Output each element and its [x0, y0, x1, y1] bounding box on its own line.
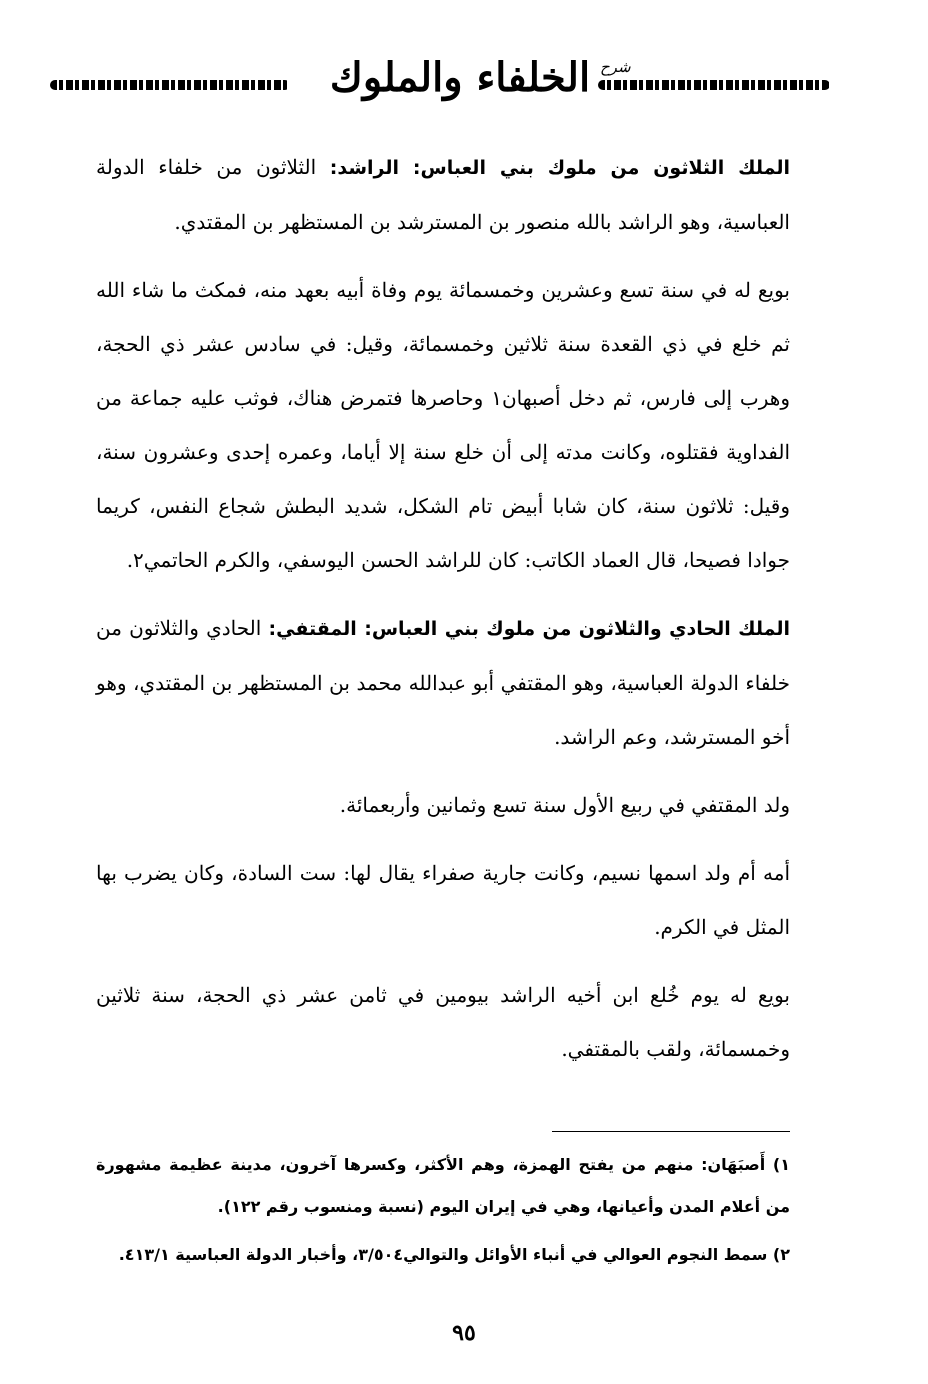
- footnote-2: ٢) سمط النجوم العوالي في أنباء الأوائل والتوالي٣/٥٠٤، وأخبار الدولة العباسية ٤١٣/١.: [118, 1245, 790, 1264]
- paragraph-heading: الملك الثلاثون من ملوك بني العباس: الراشد:: [329, 157, 791, 179]
- footnote-divider: [552, 1131, 790, 1132]
- footnotes: [96, 1144, 790, 1282]
- header-title: الخلفاء والملوك: [329, 54, 591, 101]
- header-ornament-right: [598, 80, 830, 90]
- paragraph-muqtafi-intro: [96, 601, 790, 764]
- paragraph-muqtafi-mother: [96, 846, 790, 954]
- paragraph-text: الثلاثون من خلفاء الدولة العباسية، وهو الراشد بالله منصور بن المسترشد بن المستظهر بن المقتدي.: [96, 155, 790, 234]
- paragraph-muqtafi-allegiance: [96, 968, 790, 1076]
- header-subtitle: شرح: [600, 58, 631, 76]
- paragraph-text: أمه أم ولد اسمها نسيم، وكانت جارية صفراء يقال لها: ست السادة، وكان يضرب بها المثل في الكرم.: [96, 861, 790, 939]
- paragraph-text: بويع له في سنة تسع وعشرين وخمسمائة يوم وفاة أبيه بعهد منه، فمكث ما شاء الله ثم خلع في ذي القعدة سنة ثلاثين وخمسمائة، وقيل: في سادس عشر ذي الحجة، وهرب إلى فارس، ثم دخل أصبهان١ وحاصرها فتمرض هناك، فوثب عليه جماعة من الفداوية فقتلوه، وكانت مدته إلى أن خلع سنة إلا أياما، وعمره إحدى وعشرون سنة، وقيل: ثلاثون سنة، كان شابا أبيض تام الشكل، شديد البطش شجاع النفس، كريما جوادا فصيحا، قال العماد الكاتب: كان للراشد الحسن اليوسفي، والكرم الحاتمي٢.: [96, 278, 791, 572]
- paragraph-text: الحادي والثلاثون من خلفاء الدولة العباسية، وهو المقتفي أبو عبدالله محمد بن المستظهر بن المقتدي، وهو أخو المسترشد، وعم الراشد.: [96, 616, 790, 749]
- paragraph-muqtafi-birth: [96, 778, 790, 832]
- paragraph-text: بويع له يوم خُلع ابن أخيه الراشد بيومين في ثامن عشر ذي الحجة، سنة ثلاثين وخمسمائة، ولقب بالمقتفي.: [96, 983, 790, 1061]
- paragraph-rashid-bio: [96, 263, 790, 587]
- paragraph-heading: الملك الحادي والثلاثون من ملوك بني العباس: المقتفي:: [268, 618, 790, 640]
- paragraph-text: ولد المقتفي في ربيع الأول سنة تسع وثمانين وأربعمائة.: [339, 793, 790, 817]
- page-header: [40, 52, 888, 122]
- page-number: ٩٥: [452, 1320, 476, 1346]
- header-ornament-left: [50, 80, 290, 90]
- main-text: [96, 140, 790, 1086]
- paragraph-rashid-intro: [96, 140, 790, 249]
- footnote-1: ١) أَصبَهَان: منهم من يفتح الهمزة، وهم الأكثر، وكسرها آخرون، مدينة عظيمة مشهورة من أعلام المدن وأعيانها، وهي في إيران اليوم (نسبة ومنسوب رقم ١٢٢).: [96, 1155, 790, 1216]
